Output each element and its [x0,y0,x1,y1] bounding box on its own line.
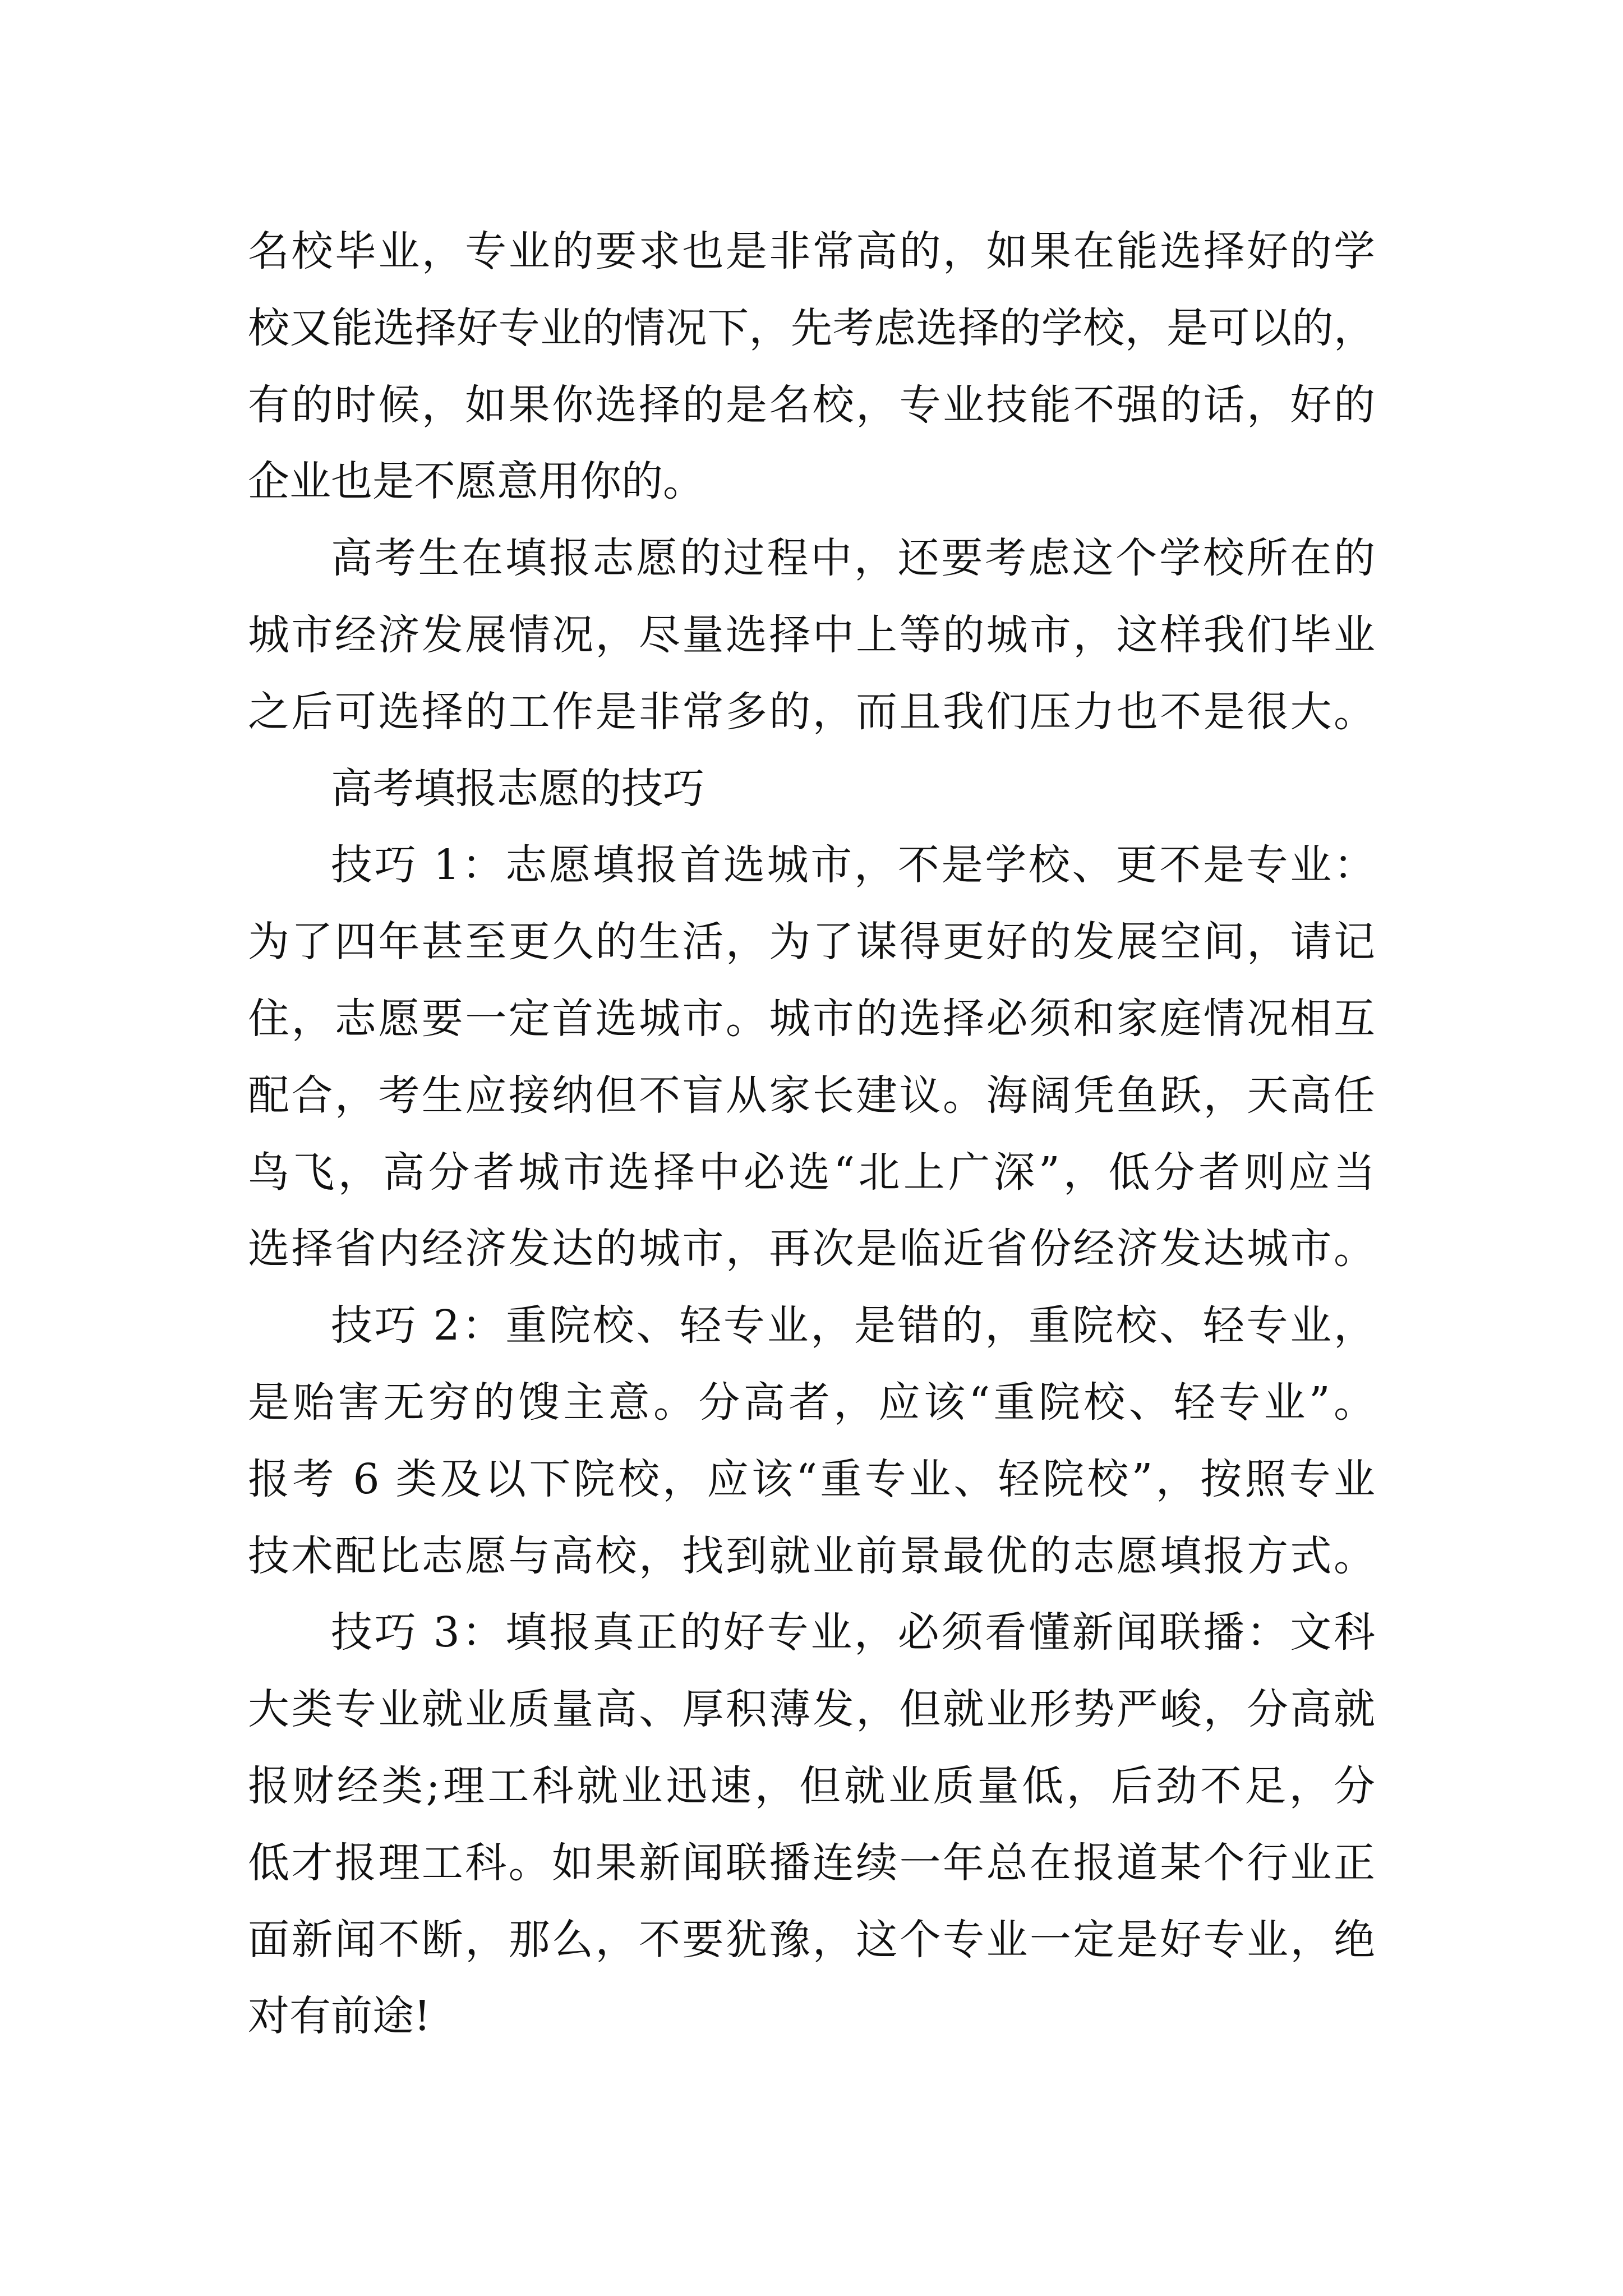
text-line: 技术配比志愿与高校，找到就业前景最优的志愿填报方式。 [248,1531,1375,1580]
paragraph-1 [248,213,1375,520]
text-line: 之后可选择的工作是非常多的，而且我们压力也不是很大。 [248,687,1375,736]
text-line: 是贻害无穷的馊主意。分高者，应该“重院校、轻专业”。 [248,1378,1375,1427]
text-line: 配合，考生应接纳但不盲从家长建议。海阔凭鱼跃，天高任 [248,1071,1375,1120]
text-line: 城市经济发展情况，尽量选择中上等的城市，这样我们毕业 [248,610,1375,659]
section-heading: 高考填报志愿的技巧 [331,764,704,813]
text-line: 技巧 2：重院校、轻专业，是错的，重院校、轻专业， [331,1301,1375,1350]
text-line: 对有前途! [248,1992,431,2041]
text-line: 校又能选择好专业的情况下，先考虑选择的学校，是可以的， [248,303,1375,352]
document-page [248,213,1375,2055]
paragraph-tip-3 [248,1594,1375,2055]
paragraph-tip-1 [248,827,1375,1287]
text-line: 技巧 3：填报真正的好专业，必须看懂新闻联播：文科 [331,1608,1375,1657]
text-line: 住，志愿要一定首选城市。城市的选择必须和家庭情况相互 [248,994,1375,1043]
text-line: 企业也是不愿意用你的。 [248,457,704,506]
text-line: 选择省内经济发达的城市，再次是临近省份经济发达城市。 [248,1225,1375,1273]
text-line: 技巧 1：志愿填报首选城市，不是学校、更不是专业： [331,841,1375,890]
text-line: 报考 6 类及以下院校，应该“重专业、轻院校”，按照专业 [248,1455,1375,1503]
text-line: 名校毕业，专业的要求也是非常高的，如果在能选择好的学 [248,227,1375,275]
paragraph-2 [248,520,1375,750]
text-line: 鸟飞，高分者城市选择中必选“北上广深”，低分者则应当 [248,1148,1375,1197]
paragraph-tip-2 [248,1287,1375,1594]
text-line: 面新闻不断，那么，不要犹豫，这个专业一定是好专业，绝 [248,1915,1375,1964]
text-line: 报财经类;理工科就业迅速，但就业质量低，后劲不足，分 [248,1761,1375,1810]
text-line: 为了四年甚至更久的生活，为了谋得更好的发展空间，请记 [248,918,1375,967]
text-line: 大类专业就业质量高、厚积薄发，但就业形势严峻，分高就 [248,1685,1375,1734]
paragraph-heading [248,751,1375,827]
text-line: 有的时候，如果你选择的是名校，专业技能不强的话，好的 [248,380,1375,429]
text-line: 低才报理工科。如果新闻联播连续一年总在报道某个行业正 [248,1838,1375,1887]
text-line: 高考生在填报志愿的过程中，还要考虑这个学校所在的 [331,534,1375,583]
